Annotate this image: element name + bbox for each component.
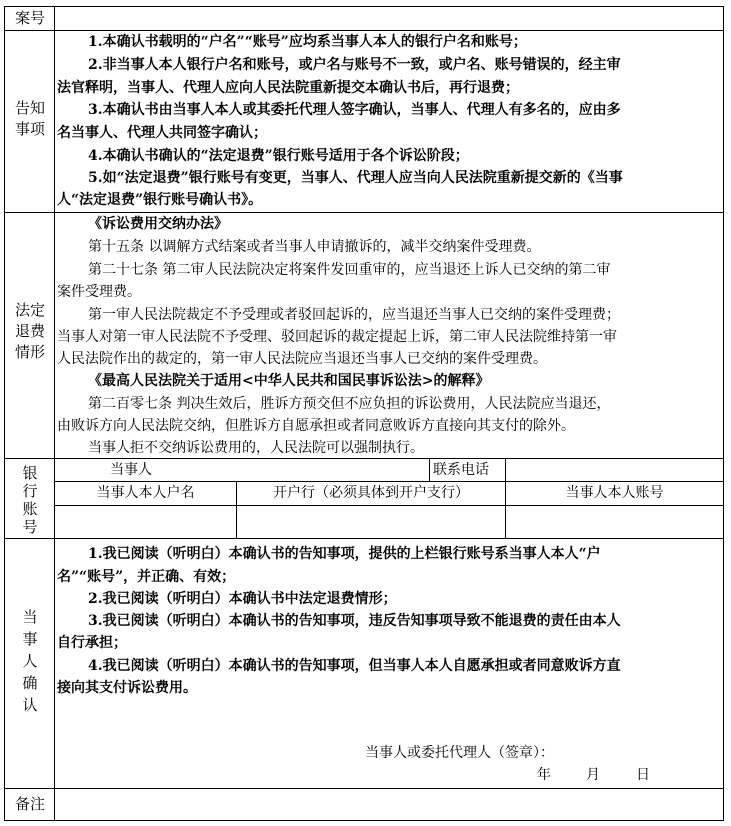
notice-line: 人“法定退费”银行账号确认书》。 [57, 192, 263, 208]
legal-heading: 《诉讼费用交纳办法》 [88, 216, 228, 232]
legal-line: 案件受理费。 [57, 284, 141, 300]
phone-field[interactable] [507, 460, 721, 480]
label-column-divider [54, 6, 55, 821]
party-field[interactable] [230, 460, 426, 480]
notice-label-line: 事项 [14, 120, 45, 138]
case-number-field[interactable] [56, 8, 722, 29]
legal-line: 当事人拒不交纳诉讼费用的，人民法院可以强制执行。 [88, 440, 424, 456]
notice-label-line: 告知 [14, 99, 45, 117]
legal-refund-label-line: 情形 [14, 343, 45, 361]
bank-account-label-line: 账 [22, 500, 38, 518]
bank-branch-field[interactable] [238, 507, 503, 537]
legal-heading: 《最高人民法院关于适用<中华人民共和国民事诉讼法>的解释》 [88, 373, 490, 389]
table-border-bottom [4, 820, 724, 821]
party-confirm-label-line: 事 [22, 630, 38, 648]
confirm-line: 自行承担； [57, 635, 127, 651]
phone-label: 联系电话 [433, 462, 489, 478]
legal-line: 第十五条 以调解方式结案或者当事人申请撤诉的，减半交纳案件受理费。 [88, 239, 541, 255]
bank-account-label-line: 银 [22, 464, 38, 482]
party-confirm-label-line: 人 [22, 652, 38, 670]
legal-line: 第二十七条 第二审人民法院决定将案件发回重审的，应当退还上诉人已交纳的第二审 [88, 262, 611, 278]
bank-account-label-line: 号 [22, 518, 38, 536]
row-divider [4, 538, 724, 539]
party-confirm-label-line: 确 [22, 674, 38, 692]
notice-line: 法官释明，当事人、代理人应向人民法院重新提交本确认书后，再行退费； [57, 80, 519, 96]
account-number-header: 当事人本人账号 [565, 485, 664, 501]
party-label: 当事人 [110, 462, 152, 478]
confirm-line: 名”“账号”，并正确、有效； [57, 569, 236, 585]
case-number-label: 案号 [14, 9, 45, 27]
notice-line: 名当事人、代理人共同签字确认； [57, 125, 267, 141]
confirm-line: 2.我已阅读（听明白）本确认书中法定退费情形； [88, 591, 397, 607]
bank-cell-divider [505, 458, 506, 482]
signature-field[interactable] [575, 742, 715, 764]
legal-line: 第二百零七条 判决生效后，胜诉方预交但不应负担的诉讼费用，人民法院应当退还， [88, 396, 611, 412]
confirm-line: 3.我已阅读（听明白）本确认书的告知事项，违反告知事项导致不能退费的责任由本人 [88, 613, 621, 629]
table-border-right [723, 6, 724, 821]
account-name-header: 当事人本人户名 [96, 485, 195, 501]
confirm-line: 4.我已阅读（听明白）本确认书的告知事项，但当事人本人自愿承担或者同意败诉方直 [88, 658, 621, 674]
legal-line: 由败诉方向人民法院交纳，但胜诉方自愿承担或者同意败诉方直接向其支付的除外。 [57, 418, 575, 434]
notice-line: 5.如“法定退费”银行账号有变更，当事人、代理人应当向人民法院重新提交新的《当事 [88, 170, 623, 186]
remarks-label: 备注 [14, 795, 45, 813]
date-day: 日 [636, 767, 650, 783]
legal-line: 当事人对第一审人民法院不予受理、驳回起诉的裁定提起上诉，第二审人民法院维持第一审 [57, 329, 617, 345]
legal-refund-label-line: 法定 [14, 301, 45, 319]
legal-line: 人民法院作出的裁定的，第一审人民法院应当退还当事人已交纳的案件受理费。 [57, 351, 547, 367]
party-confirm-label-line: 认 [22, 696, 38, 714]
confirm-line: 接向其支付诉讼费用。 [57, 680, 197, 696]
party-confirm-label [8, 606, 52, 716]
date-month: 月 [586, 767, 600, 783]
row-divider [4, 788, 724, 789]
bank-branch-header: 开户行（必须具体到开户支行） [273, 485, 469, 501]
bank-account-label-line: 行 [22, 482, 38, 500]
row-divider [54, 481, 724, 482]
table-border-top [4, 6, 724, 7]
date-year: 年 [537, 767, 551, 783]
legal-refund-label-line: 退费 [14, 322, 45, 340]
remarks-field[interactable] [56, 790, 722, 819]
notice-line: 3.本确认书由当事人本人或其委托代理人签字确认，当事人、代理人有多名的，应由多 [88, 102, 621, 118]
bank-account-label [8, 464, 52, 536]
party-confirm-label-line: 当 [22, 608, 38, 626]
table-border-left [4, 6, 5, 821]
account-number-field[interactable] [507, 507, 721, 537]
notice-line: 1.本确认书载明的“户名”“账号”应均系当事人本人的银行户名和账号； [88, 34, 527, 50]
notice-label [8, 98, 52, 140]
notice-line: 2.非当事人本人银行户名和账号，或户名与账号不一致，或户名、账号错误的，经主审 [88, 57, 621, 73]
notice-line: 4.本确认书确认的“法定退费”银行账号适用于各个诉讼阶段； [88, 148, 469, 164]
legal-refund-label [8, 300, 52, 363]
signature-label: 当事人或委托代理人（签章）： [365, 745, 554, 761]
legal-line: 第一审人民法院裁定不予受理或者驳回起诉的，应当退还当事人已交纳的案件受理费； [88, 307, 620, 323]
bank-cell-divider [429, 458, 430, 482]
row-divider [54, 505, 724, 506]
confirm-line: 1.我已阅读（听明白）本确认书的告知事项，提供的上栏银行账号系当事人本人“户 [88, 546, 601, 562]
account-name-field[interactable] [56, 507, 234, 537]
